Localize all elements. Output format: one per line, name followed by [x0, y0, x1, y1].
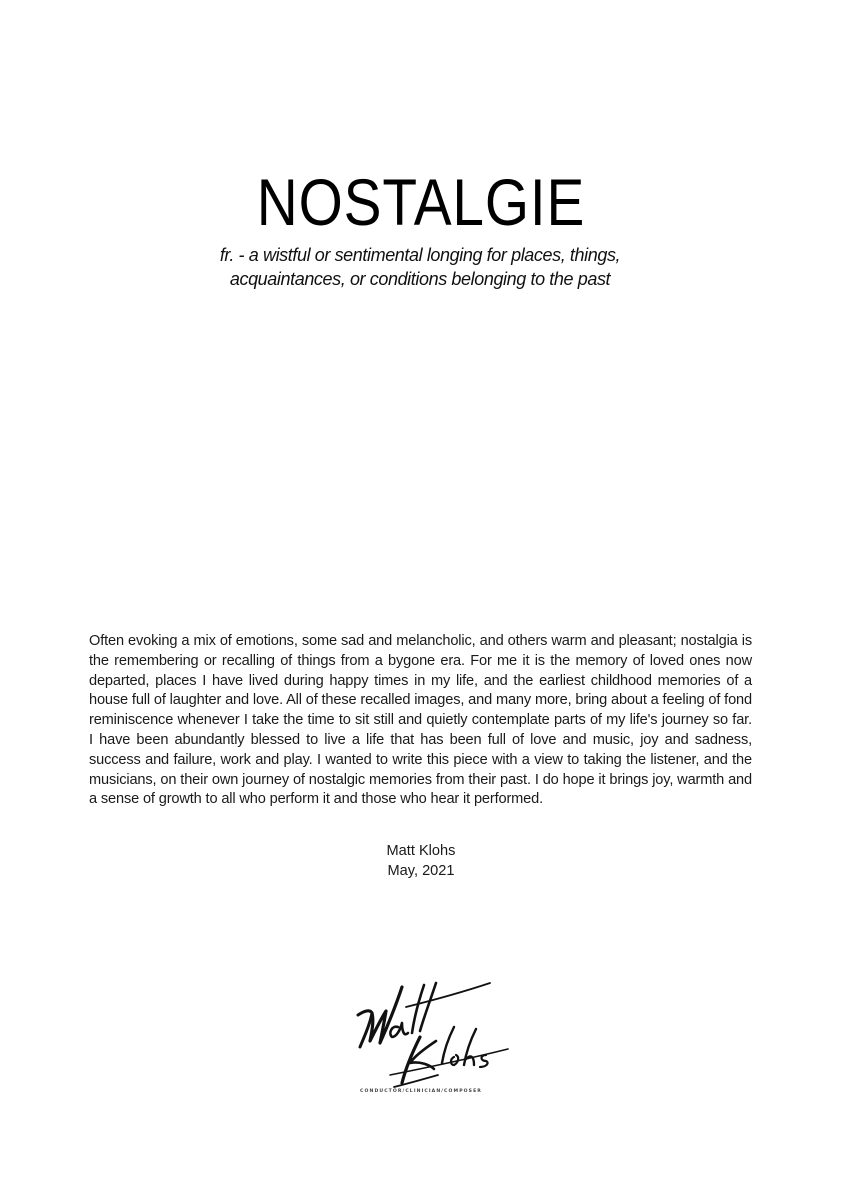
author-name: Matt Klohs [386, 843, 456, 859]
subtitle-line-2: acquaintances, or conditions belonging to the past [229, 269, 611, 289]
signature-logo [350, 975, 520, 1105]
signature-icon [350, 975, 520, 1090]
signoff-date: May, 2021 [387, 863, 455, 879]
logo-caption: CONDUCTOR/CLINICIAN/COMPOSER [360, 1089, 482, 1094]
program-note-paragraph: Often evoking a mix of emotions, some sad and melancholic, and others warm and pleasant; nostalgia is the remembering or recalling of things from a bygone era. For me it is the memory of loved ones now departed, places I have lived during happy times in my life, and the earliest childhood memories of a house full of laughter and love. All of these recalled images, and many more, bring about a feeling of fond reminiscence whenever I take the time to sit still and quietly contemplate parts of my life's journey so far. I have been abundantly blessed to live a life that has been full of love and music, joy and sadness, success and failure, work and play. I wanted to write this piece with a view to taking the listener, and the musicians, on their own journey of nostalgic memories from their past. I do hope it brings joy, warmth and a sense of growth to all who perform it and those who hear it performed. [89, 633, 752, 808]
subtitle-line-1: fr. - a wistful or sentimental longing for places, things, [219, 245, 621, 265]
page-title: NOSTALGIE [256, 165, 586, 239]
signoff [0, 841, 842, 881]
subtitle-definition [150, 243, 690, 291]
